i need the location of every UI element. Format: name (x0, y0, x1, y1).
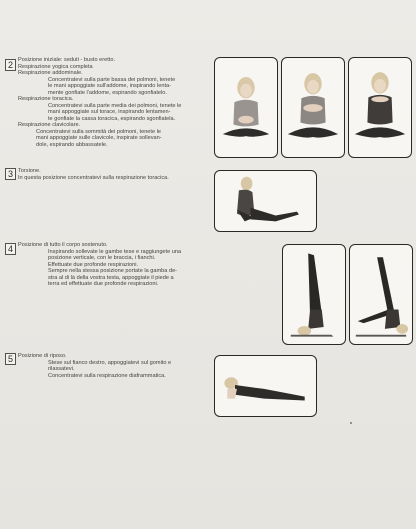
step-number-2: 2 (5, 59, 16, 71)
paper-speck (350, 422, 352, 424)
step-4-line: stra al di là della vostra testa, appoggiate il piede a (48, 274, 174, 281)
step-2-line: Respirazione yogica completa (18, 63, 93, 70)
photo-abdominal-breathing (214, 57, 278, 158)
step-4-line: posizione verticale, con le braccia, i fianchi. (48, 255, 156, 261)
step-2-line: Respirazione clavicolare. (18, 122, 81, 128)
step-3-text (18, 168, 169, 181)
step-2-line: Posizione iniziale: seduti - busto eretto. (18, 57, 116, 63)
step-2-line: mente gonfiate l'addome, espirando sgonfiatelo. (48, 89, 167, 96)
photo-clavicular-breathing (348, 57, 412, 158)
step-2-line: Respirazione toracica. (18, 96, 74, 102)
step-2-line: te gonfiate la cassa toracica, espirando sgonfiatela. (48, 115, 176, 122)
step-4-line: terra ed effettuate due profonde respirazioni. (48, 281, 159, 287)
photo-plough-leg (349, 244, 413, 345)
step-2-line: Concentratevi sulla parte media dei polmoni, tenete le (48, 102, 182, 109)
photo-torsion (214, 170, 317, 232)
step-4-line: Effettuate due profonde respirazioni. (48, 261, 139, 268)
step-2-line: Respirazione addominale. (18, 70, 83, 76)
step-2-line: dole, espirando abbassatele. (36, 141, 108, 148)
step-4-text (18, 242, 181, 288)
step-3-line: Torsione. (18, 168, 41, 174)
step-5-line: Posizione di riposo. (18, 353, 67, 359)
step-5-line: Stese sul fianco destro, appoggiatevi sul gomito e (48, 359, 172, 366)
step-4-line: Inspirando sollevate le gambe tese e raggiungete una (48, 248, 182, 255)
step-number-4: 4 (5, 243, 16, 255)
step-4-line: Posizione di tutto il corpo sostenuto. (18, 242, 108, 248)
step-number-5: 5 (5, 353, 16, 365)
step-2-line: mani appoggiate sul torace, inspirando lentamen- (48, 109, 171, 115)
step-3-line: In questa posizione concentratevi sulla respirazione toracica. (18, 174, 169, 181)
step-4-line: Sempre nella stessa posizione portate la gamba de- (48, 268, 178, 274)
step-2-line: le mani appoggiate sull'addome, inspirando lenta- (48, 83, 171, 89)
step-2-line: Concentratevi sulla parte bassa dei polmoni, tenete (48, 76, 176, 83)
photo-shoulder-stand (282, 244, 346, 345)
step-2-line: mani appoggiate sulle clavicole, inspirate sollevan- (36, 135, 162, 141)
step-2-text (18, 57, 181, 148)
step-5-line: rilassatevi. (48, 366, 75, 372)
step-number-3: 3 (5, 168, 16, 180)
step-2-line: Concentratevi sulla sommità dei polmoni, tenete le (36, 128, 161, 135)
step-5-line: Concentratevi sulla respirazione diaframmatica. (48, 372, 166, 379)
photo-thoracic-breathing (281, 57, 345, 158)
photo-rest-position (214, 355, 317, 417)
step-5-text (18, 353, 171, 379)
